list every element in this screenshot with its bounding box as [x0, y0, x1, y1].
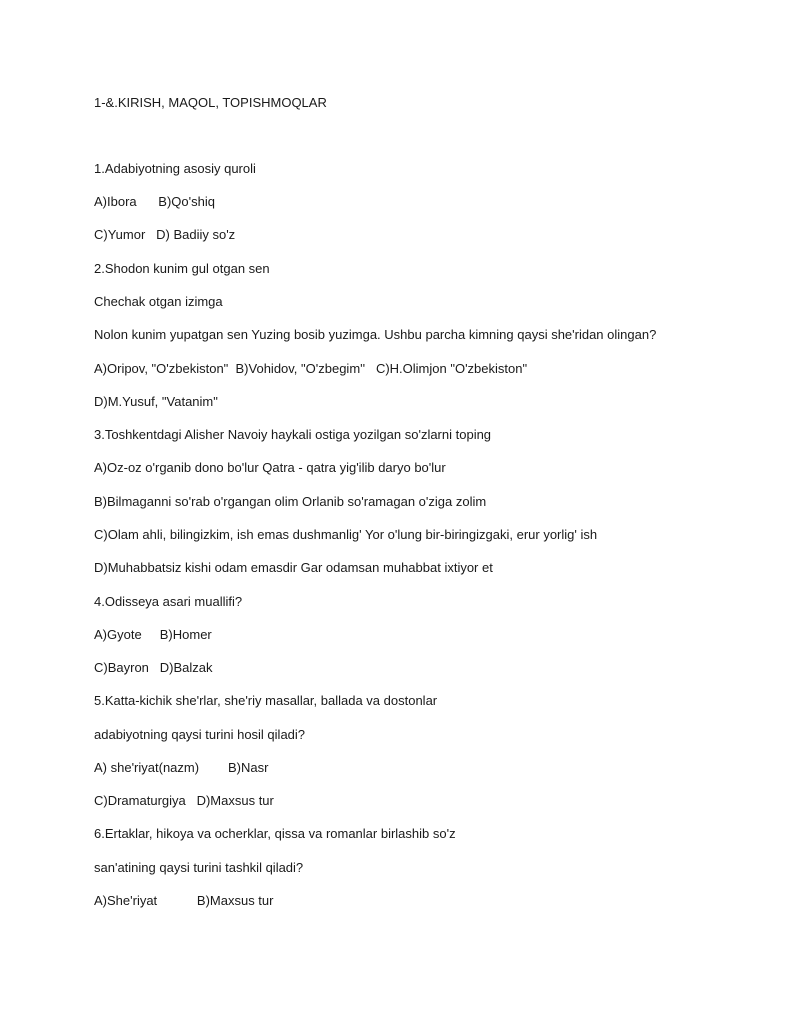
answer-line: A) she'riyat(nazm) B)Nasr — [94, 760, 269, 775]
answer-line: A)Gyote B)Homer — [94, 627, 212, 642]
question-4: 4.Odisseya asari muallifi? — [94, 594, 243, 609]
answer-line: A)Oripov, "O'zbekiston" B)Vohidov, "O'zbegim'' C)H.Olimjon "O'zbekiston" — [94, 361, 528, 376]
answer-line: A)Oz-oz o'rganib dono bo'lur Qatra - qatra yig'ilib daryo bo'lur — [94, 460, 446, 475]
question-5: 5.Katta-kichik she'rlar, she'riy masallar, ballada va dostonlar — [94, 693, 438, 708]
question-text-line: Nolon kunim yupatgan sen Yuzing bosib yuzimga. Ushbu parcha kimning qaysi she'ridan olingan? — [94, 327, 657, 342]
question-text-line: Chechak otgan izimga — [94, 294, 223, 309]
answer-line: C)Yumor D) Badiiy so'z — [94, 227, 236, 242]
answer-line: D)Muhabbatsiz kishi odam emasdir Gar odamsan muhabbat ixtiyor et — [94, 560, 493, 575]
answer-line: A)She'riyat B)Maxsus tur — [94, 893, 274, 908]
answer-line: B)Bilmaganni so'rab o'rgangan olim Orlanib so'ramagan o'ziga zolim — [94, 494, 487, 509]
answer-line: C)Olam ahli, bilingizkim, ish emas dushmanlig' Yor o'lung bir-biringizgaki, erur yorlig' ish — [94, 527, 598, 542]
question-2: 2.Shodon kunim gul otgan sen — [94, 261, 270, 276]
question-3: 3.Toshkentdagi Alisher Navoiy haykali ostiga yozilgan so'zlarni toping — [94, 427, 492, 442]
question-text-line: san'atining qaysi turini tashkil qiladi? — [94, 860, 304, 875]
answer-line: D)M.Yusuf, "Vatanim" — [94, 394, 218, 409]
question-text-line: adabiyotning qaysi turini hosil qiladi? — [94, 727, 306, 742]
answer-line: C)Bayron D)Balzak — [94, 660, 213, 675]
document-heading: 1-&.KIRISH, MAQOL, TOPISHMOQLAR — [94, 95, 327, 110]
question-1: 1.Adabiyotning asosiy quroli — [94, 161, 256, 176]
question-6: 6.Ertaklar, hikoya va ocherklar, qissa va romanlar birlashib so'z — [94, 826, 456, 841]
answer-line: A)Ibora B)Qo'shiq — [94, 194, 215, 209]
answer-line: C)Dramaturgiya D)Maxsus tur — [94, 793, 274, 808]
